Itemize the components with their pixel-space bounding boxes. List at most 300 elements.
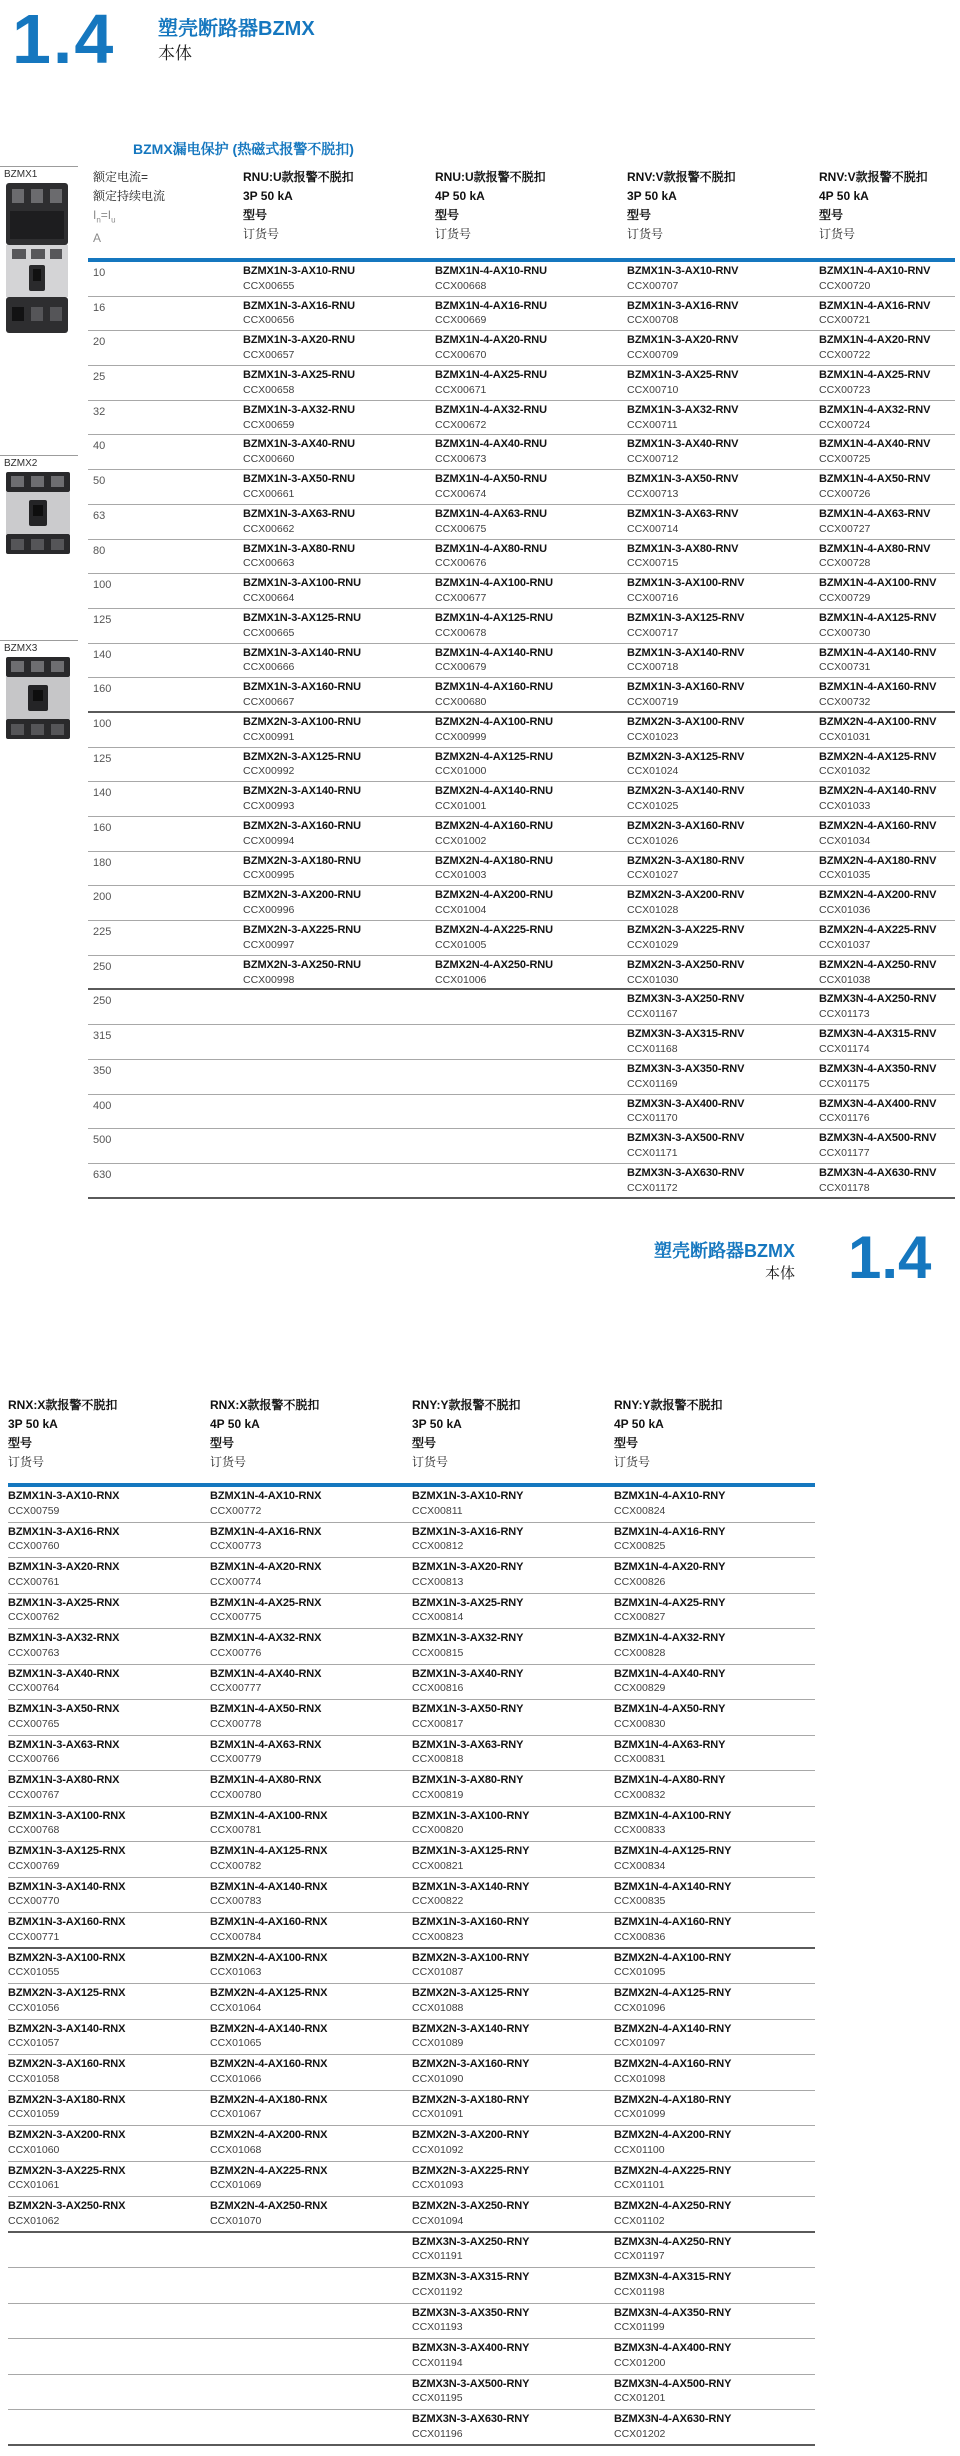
table-row [88, 678, 955, 713]
product-cell [819, 716, 955, 747]
order-code: CCX01167 [627, 1008, 678, 1021]
current-value: 25 [93, 371, 106, 384]
table-row [88, 435, 955, 470]
product-cell [627, 334, 819, 365]
model-label: 型号 [819, 208, 844, 222]
product-cell [412, 2378, 614, 2410]
product-cell [614, 1916, 815, 1947]
order-code: CCX01033 [819, 800, 871, 813]
product-cell [412, 1739, 614, 1771]
product-cell [243, 785, 435, 816]
product-cell [210, 2342, 412, 2374]
order-code: CCX00660 [243, 453, 295, 466]
margin-product-label: BZMX2 [4, 458, 38, 469]
table-row [88, 574, 955, 609]
table-row [8, 2162, 815, 2198]
table1-section-title: BZMX漏电保护 (热磁式报警不脱扣) [133, 141, 354, 157]
order-code: CCX01061 [8, 2179, 60, 2192]
model-number: BZMX2N-3-AX225-RNY [412, 2164, 530, 2177]
order-code: CCX00674 [435, 487, 487, 500]
model-number: BZMX1N-3-AX20-RNY [412, 1561, 524, 1573]
order-code: CCX00680 [435, 696, 487, 708]
model-number: BZMX1N-4-AX16-RNV [819, 299, 931, 312]
product-cell [210, 1597, 412, 1629]
order-code: CCX00821 [412, 1859, 464, 1872]
product-cell [210, 1668, 412, 1700]
page-title: 塑壳断路器BZMX [158, 18, 315, 40]
product-cell [627, 993, 819, 1024]
model-number: BZMX1N-4-AX140-RNX [210, 1880, 328, 1893]
breaker-photo-bzmx2-icon [5, 472, 71, 554]
order-code: CCX00657 [243, 349, 295, 362]
model-number: BZMX1N-4-AX20-RNY [614, 1561, 726, 1573]
product-cell [210, 2165, 412, 2197]
model-number: BZMX1N-4-AX100-RNU [435, 577, 553, 590]
product-cell [819, 543, 955, 574]
order-code: CCX00764 [8, 1682, 60, 1695]
column-title: RNX:X款报警不脱扣 [210, 1398, 320, 1412]
product-cell [8, 1526, 210, 1558]
product-cell [8, 2413, 210, 2444]
order-code: CCX00815 [412, 1646, 464, 1659]
product-cell [243, 265, 435, 296]
model-number: BZMX1N-4-AX50-RNU [435, 473, 547, 486]
product-cell [614, 1561, 815, 1593]
product-cell [8, 2236, 210, 2268]
model-number: BZMX1N-4-AX80-RNX [210, 1774, 322, 1786]
order-code: CCX01197 [614, 2250, 665, 2263]
order-code: CCX01090 [412, 2072, 464, 2085]
product-cell [819, 612, 955, 643]
order-code: CCX00655 [243, 279, 295, 292]
product-cell [435, 785, 627, 816]
order-code: CCX01094 [412, 2214, 464, 2227]
model-number: BZMX1N-3-AX50-RNX [8, 1703, 120, 1715]
current-value: 315 [93, 1030, 112, 1043]
model-number: BZMX1N-4-AX63-RNU [435, 507, 547, 520]
model-number: BZMX2N-4-AX100-RNX [210, 1951, 328, 1964]
order-code: CCX00993 [243, 800, 295, 813]
order-code: CCX00999 [435, 730, 487, 743]
order-code: CCX00820 [412, 1824, 464, 1837]
order-code: CCX01057 [8, 2037, 60, 2050]
product-cell [819, 404, 955, 435]
model-number: BZMX2N-3-AX225-RNU [243, 924, 361, 937]
model-number: BZMX3N-3-AX630-RNV [627, 1166, 745, 1179]
order-code: CCX01195 [412, 2392, 463, 2405]
column-pole-rating: 4P 50 kA [210, 1417, 260, 1431]
model-number: BZMX1N-3-AX40-RNY [412, 1667, 524, 1680]
order-code: CCX00774 [210, 1575, 262, 1588]
product-cell [243, 820, 435, 851]
model-number: BZMX2N-4-AX200-RNX [210, 2129, 328, 2141]
table-row [88, 1129, 955, 1164]
order-code: CCX00724 [819, 418, 871, 431]
product-cell [819, 1063, 955, 1094]
model-number: BZMX1N-3-AX25-RNV [627, 369, 739, 382]
model-number: BZMX3N-4-AX400-RNY [614, 2342, 732, 2354]
order-code: CCX01177 [819, 1146, 870, 1159]
model-number: BZMX2N-4-AX100-RNV [819, 715, 937, 728]
order-code: CCX01027 [627, 869, 679, 882]
order-code: CCX01178 [819, 1181, 870, 1194]
order-code: CCX01070 [210, 2214, 262, 2227]
order-code: CCX01065 [210, 2037, 262, 2050]
order-code: CCX00672 [435, 418, 487, 431]
model-number: BZMX2N-4-AX180-RNX [210, 2093, 328, 2106]
table-row [8, 2304, 815, 2340]
product-cell [243, 473, 435, 504]
product-cell [435, 993, 627, 1024]
model-number: BZMX1N-4-AX16-RNU [435, 299, 547, 312]
product-cell [819, 681, 955, 711]
product-cell [614, 2165, 815, 2197]
product-cell [8, 1810, 210, 1842]
product-cell [243, 300, 435, 331]
product-cell [627, 612, 819, 643]
order-code: CCX01101 [614, 2179, 665, 2192]
order-code: CCX01173 [819, 1008, 870, 1021]
product-cell [412, 1987, 614, 2019]
mid-page-header [400, 1240, 795, 1285]
table-row [88, 748, 955, 783]
table-row [88, 540, 955, 575]
current-value: 40 [93, 440, 106, 453]
order-code: CCX00664 [243, 591, 295, 604]
model-number: BZMX1N-3-AX160-RNY [412, 1916, 530, 1928]
product-cell [243, 369, 435, 400]
model-number: BZMX2N-3-AX160-RNU [243, 820, 361, 832]
order-code: CCX00727 [819, 522, 871, 535]
order-code: CCX00995 [243, 869, 295, 882]
product-cell [627, 647, 819, 678]
order-code: CCX00668 [435, 279, 487, 292]
product-cell [210, 1916, 412, 1947]
model-number: BZMX1N-4-AX32-RNV [819, 403, 931, 416]
model-number: BZMX1N-4-AX25-RNX [210, 1596, 322, 1609]
model-number: BZMX1N-3-AX40-RNX [8, 1667, 120, 1680]
order-code: CCX01069 [210, 2179, 262, 2192]
order-code: CCX01099 [614, 2108, 666, 2121]
order-code: CCX00783 [210, 1895, 262, 1908]
product-cell [412, 1810, 614, 1842]
table-row [88, 852, 955, 887]
product-cell [435, 612, 627, 643]
product-cell [627, 820, 819, 851]
page-subtitle: 本体 [764, 1265, 795, 1283]
column-pole-rating: 3P 50 kA [627, 189, 677, 203]
product-cell [435, 751, 627, 782]
model-number: BZMX2N-4-AX125-RNV [819, 750, 937, 763]
order-code: CCX01055 [8, 1966, 60, 1979]
model-number: BZMX1N-3-AX63-RNU [243, 507, 355, 520]
table-row [88, 262, 955, 297]
order-code: CCX00675 [435, 522, 487, 535]
product-cell [8, 2378, 210, 2410]
table-row [88, 644, 955, 679]
margin-product-label: BZMX1 [4, 169, 38, 180]
order-code: CCX00667 [243, 696, 295, 708]
order-code: CCX01171 [627, 1146, 678, 1159]
order-code: CCX00828 [614, 1646, 666, 1659]
product-cell [210, 2023, 412, 2055]
order-label: 订货号 [412, 1455, 449, 1469]
model-number: BZMX1N-3-AX80-RNY [412, 1774, 524, 1786]
product-cell [819, 820, 955, 851]
order-label: 订货号 [819, 227, 856, 241]
order-code: CCX00770 [8, 1895, 60, 1908]
product-cell [243, 924, 435, 955]
model-number: BZMX1N-3-AX63-RNV [627, 507, 739, 520]
product-cell [819, 785, 955, 816]
product-cell [435, 508, 627, 539]
product-cell [435, 924, 627, 955]
order-code: CCX00759 [8, 1504, 60, 1517]
order-code: CCX00772 [210, 1504, 262, 1517]
product-cell [614, 2236, 815, 2268]
model-number: BZMX2N-3-AX125-RNX [8, 1987, 126, 1999]
product-cell [412, 1632, 614, 1664]
model-number: BZMX2N-3-AX160-RNY [412, 2058, 530, 2070]
product-cell [8, 2129, 210, 2161]
product-cell [614, 2129, 815, 2161]
model-number: BZMX1N-4-AX125-RNU [435, 611, 553, 624]
current-value: 225 [93, 926, 112, 939]
model-number: BZMX2N-4-AX180-RNU [435, 854, 553, 867]
order-code: CCX00991 [243, 730, 295, 743]
product-cell [435, 300, 627, 331]
table-row [88, 713, 955, 748]
model-number: BZMX1N-3-AX125-RNY [412, 1845, 530, 1857]
order-code: CCX00722 [819, 349, 871, 362]
order-code: CCX00779 [210, 1753, 262, 1766]
model-number: BZMX1N-3-AX10-RNX [8, 1490, 120, 1502]
order-code: CCX01088 [412, 2001, 464, 2014]
order-code: CCX00818 [412, 1753, 464, 1766]
current-value: 180 [93, 856, 112, 869]
product-cell [435, 1167, 627, 1197]
order-code: CCX00781 [210, 1824, 262, 1837]
product-cell [243, 334, 435, 365]
order-code: CCX00831 [614, 1753, 666, 1766]
order-code: CCX00776 [210, 1646, 262, 1659]
product-cell [243, 855, 435, 886]
product-cell [819, 751, 955, 782]
column-pole-rating: 4P 50 kA [614, 1417, 664, 1431]
page-title: 塑壳断路器BZMX [654, 1241, 795, 1261]
current-value: 160 [93, 822, 112, 834]
product-cell [614, 2413, 815, 2444]
product-cell [627, 577, 819, 608]
order-code: CCX00731 [819, 661, 871, 674]
current-value: 140 [93, 787, 112, 800]
current-value: 160 [93, 683, 112, 696]
order-code: CCX01095 [614, 1966, 666, 1979]
model-number: BZMX1N-3-AX100-RNV [627, 577, 745, 590]
product-cell [614, 2200, 815, 2231]
product-cell [435, 543, 627, 574]
product-cell [627, 369, 819, 400]
current-value: 63 [93, 509, 106, 522]
order-code: CCX00762 [8, 1611, 60, 1624]
order-code: CCX01097 [614, 2037, 666, 2050]
order-code: CCX01093 [412, 2179, 464, 2192]
model-number: BZMX2N-4-AX250-RNU [435, 958, 553, 971]
model-number: BZMX1N-4-AX100-RNX [210, 1809, 328, 1822]
column-title: RNX:X款报警不脱扣 [8, 1398, 118, 1412]
table2-header [8, 1396, 815, 1487]
order-code: CCX00782 [210, 1859, 262, 1872]
column-header-rnu-3p [243, 168, 435, 258]
product-cell [819, 924, 955, 955]
model-number: BZMX1N-4-AX40-RNY [614, 1667, 726, 1680]
current-value: 100 [93, 579, 112, 592]
model-number: BZMX1N-4-AX10-RNX [210, 1490, 322, 1502]
order-code: CCX00777 [210, 1682, 262, 1695]
order-label: 订货号 [627, 227, 664, 241]
product-cell [627, 404, 819, 435]
current-value: 80 [93, 544, 106, 557]
model-number: BZMX1N-3-AX63-RNY [412, 1738, 524, 1751]
model-number: BZMX1N-3-AX140-RNV [627, 646, 745, 659]
order-code: CCX00826 [614, 1575, 666, 1588]
order-table-rnx-rny [8, 1396, 815, 2446]
model-number: BZMX1N-3-AX32-RNX [8, 1632, 120, 1644]
table-row [88, 1095, 955, 1130]
table-row [8, 1771, 815, 1807]
model-number: BZMX2N-4-AX250-RNV [819, 958, 937, 971]
order-code: CCX00813 [412, 1575, 464, 1588]
product-cell [243, 1028, 435, 1059]
product-cell [435, 1132, 627, 1163]
order-code: CCX01056 [8, 2001, 60, 2014]
product-cell [243, 647, 435, 678]
order-code: CCX00663 [243, 557, 295, 570]
model-number: BZMX1N-3-AX80-RNX [8, 1774, 120, 1786]
order-code: CCX01001 [435, 800, 487, 813]
model-label: 型号 [435, 208, 460, 222]
current-value: 250 [93, 995, 112, 1008]
model-number: BZMX1N-3-AX25-RNX [8, 1596, 120, 1609]
table-row [88, 956, 955, 991]
model-number: BZMX3N-3-AX315-RNV [627, 1028, 745, 1041]
product-cell [210, 1703, 412, 1735]
product-cell [243, 959, 435, 989]
table-row [88, 886, 955, 921]
model-number: BZMX2N-3-AX140-RNY [412, 2022, 530, 2035]
model-number: BZMX2N-4-AX180-RNV [819, 854, 937, 867]
product-cell [614, 1526, 815, 1558]
model-number: BZMX2N-3-AX225-RNV [627, 924, 745, 937]
product-cell [627, 265, 819, 296]
product-cell [435, 889, 627, 920]
product-cell [210, 1952, 412, 1984]
order-code: CCX00729 [819, 591, 871, 604]
order-code: CCX01199 [614, 2321, 665, 2334]
order-code: CCX01006 [435, 973, 487, 986]
product-cell [627, 959, 819, 989]
table-row [8, 1594, 815, 1630]
product-cell [243, 1098, 435, 1129]
table-row [8, 1665, 815, 1701]
product-cell [8, 1597, 210, 1629]
model-number: BZMX2N-4-AX200-RNV [819, 889, 937, 902]
order-code: CCX00760 [8, 1540, 60, 1553]
column-header-rny-3p [412, 1396, 614, 1483]
product-cell [210, 1845, 412, 1877]
column-pole-rating: 4P 50 kA [819, 189, 869, 203]
order-code: CCX00997 [243, 938, 295, 951]
model-number: BZMX3N-3-AX500-RNY [412, 2377, 530, 2390]
model-number: BZMX1N-4-AX20-RNU [435, 334, 547, 347]
order-code: CCX00766 [8, 1753, 60, 1766]
order-code: CCX01003 [435, 869, 487, 882]
model-number: BZMX1N-4-AX80-RNY [614, 1774, 726, 1786]
model-number: BZMX1N-3-AX80-RNV [627, 542, 739, 555]
model-number: BZMX2N-3-AX200-RNU [243, 889, 361, 902]
product-cell [8, 2200, 210, 2231]
product-cell [819, 334, 955, 365]
order-code: CCX00824 [614, 1504, 666, 1517]
table-row [88, 1060, 955, 1095]
order-code: CCX01062 [8, 2214, 60, 2227]
product-cell [435, 681, 627, 711]
order-code: CCX00662 [243, 522, 295, 535]
order-code: CCX00720 [819, 279, 871, 292]
order-code: CCX01063 [210, 1966, 262, 1979]
order-code: CCX00677 [435, 591, 487, 604]
order-code: CCX01196 [412, 2427, 463, 2440]
model-number: BZMX1N-3-AX125-RNU [243, 611, 361, 624]
model-number: BZMX2N-3-AX180-RNU [243, 854, 361, 867]
model-number: BZMX1N-4-AX160-RNX [210, 1916, 328, 1928]
product-cell [819, 369, 955, 400]
model-number: BZMX1N-4-AX32-RNY [614, 1632, 726, 1644]
model-number: BZMX1N-4-AX50-RNV [819, 473, 931, 486]
product-cell [412, 2413, 614, 2444]
order-code: CCX00812 [412, 1540, 464, 1553]
model-number: BZMX2N-4-AX140-RNY [614, 2022, 732, 2035]
model-number: BZMX1N-3-AX10-RNU [243, 265, 355, 277]
product-cell [435, 265, 627, 296]
order-code: CCX00833 [614, 1824, 666, 1837]
model-number: BZMX2N-4-AX160-RNY [614, 2058, 732, 2070]
current-value: 125 [93, 613, 112, 626]
order-code: CCX00669 [435, 314, 487, 327]
product-cell [210, 1632, 412, 1664]
product-cell [412, 1490, 614, 1522]
order-code: CCX01191 [412, 2250, 463, 2263]
product-cell [614, 1739, 815, 1771]
product-cell [627, 1167, 819, 1197]
order-code: CCX00717 [627, 626, 679, 639]
model-number: BZMX1N-4-AX32-RNU [435, 403, 547, 416]
product-cell [819, 300, 955, 331]
order-code: CCX00816 [412, 1682, 464, 1695]
table-row [8, 2410, 815, 2446]
model-number: BZMX2N-4-AX250-RNX [210, 2200, 328, 2212]
product-cell [8, 1952, 210, 1984]
model-number: BZMX1N-3-AX20-RNU [243, 334, 355, 347]
current-value: 16 [93, 301, 106, 314]
order-code: CCX00829 [614, 1682, 666, 1695]
order-code: CCX01032 [819, 765, 871, 778]
order-code: CCX00671 [435, 383, 487, 396]
model-number: BZMX2N-3-AX100-RNY [412, 1951, 530, 1964]
product-cell [8, 2342, 210, 2374]
current-value: 20 [93, 336, 106, 349]
product-cell [243, 1167, 435, 1197]
